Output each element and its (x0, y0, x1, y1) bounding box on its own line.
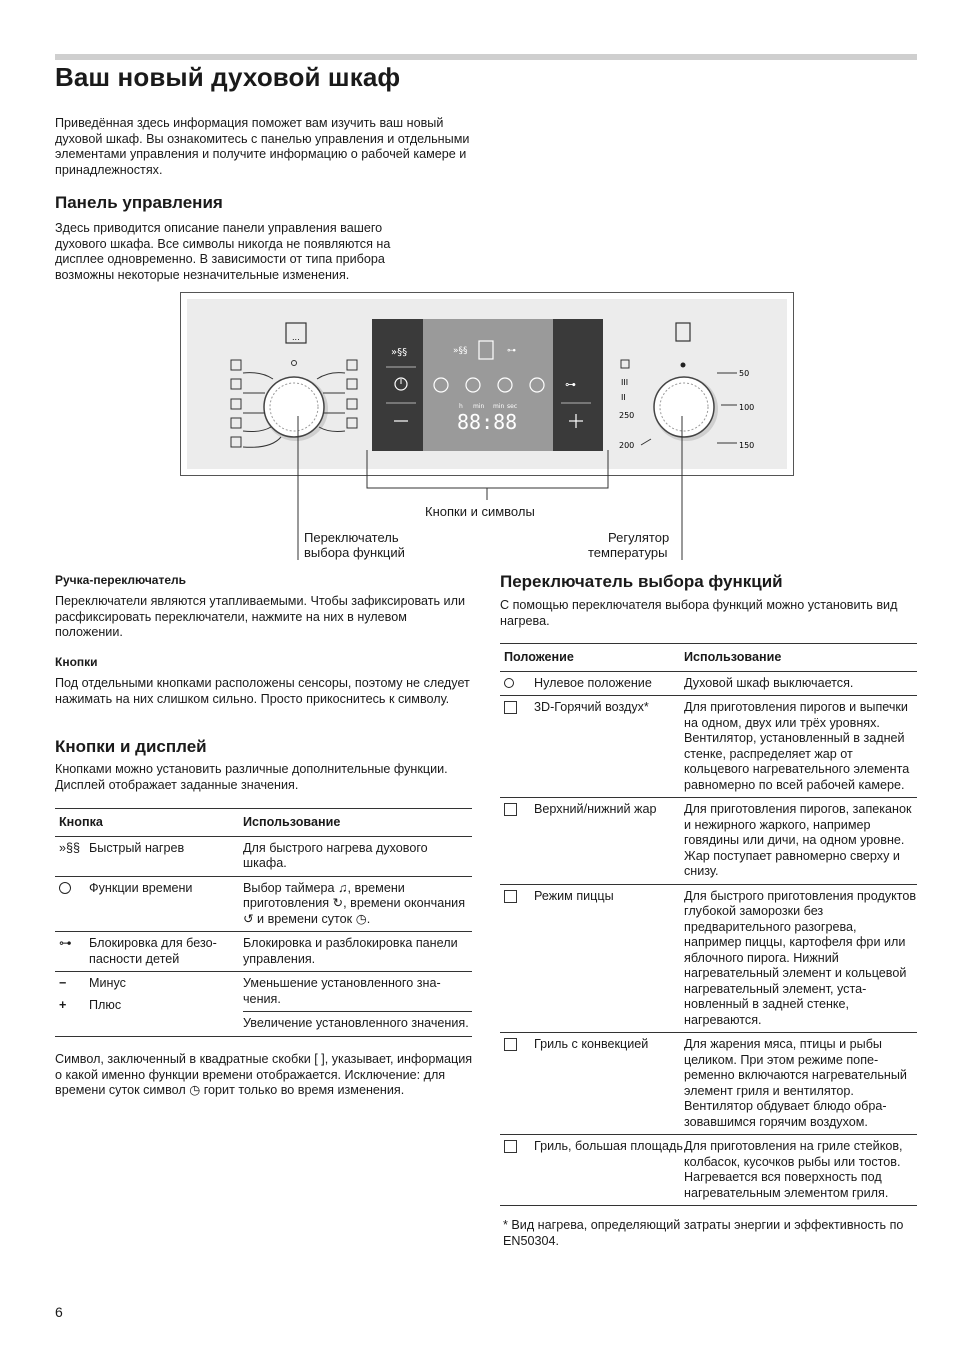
table-row: Режим пиццы Для быстрого приготовления продуктов глубокой заморозки без предварительного разогрева, например пиццы, картофеля фри или яблочного пирога. Нижний нагревательный элемент и кольцевой нагревательный элемент, установленный в задней стенке, нагреваются. (500, 884, 917, 1033)
grill-fan-icon (504, 1038, 517, 1051)
bell-icon: ♫ (338, 880, 348, 895)
svg-text:min: min (493, 403, 505, 410)
grill-large-icon (504, 1140, 517, 1153)
footnote: * Вид нагрева, определяющий затраты энергии и эффективность по EN50304. (503, 1218, 904, 1248)
function-text: С помощью переключателя выбора функций можно установить вид нагрева. (500, 598, 898, 628)
minus-icon: − (59, 976, 67, 990)
page-number: 6 (55, 1304, 63, 1320)
svg-text:min: min (473, 403, 485, 410)
selector-label-1: Переключатель (304, 530, 399, 545)
table-row: Функции времени Выбор таймера ♫, времени приготовления ↻, времени окончания ↺ и времени суток ◷. (55, 876, 472, 932)
function-col-position: Положение (500, 644, 684, 672)
end-time-icon: ↺ (243, 911, 254, 926)
temp-label-2: температуры (588, 545, 668, 560)
clock-icon (59, 882, 71, 894)
svg-text:250: 250 (619, 411, 635, 420)
function-table (500, 643, 917, 1206)
display-digits: 88:88 (457, 410, 518, 434)
svg-text:...: ... (292, 333, 300, 342)
panel-heading: Панель управления (55, 193, 223, 212)
buttons-col-button: Кнопка (55, 809, 243, 837)
rapid-heat-icon: »§§ (55, 836, 89, 876)
display-note: Символ, заключенный в квадратные скобки [ ], указывает, информация о какой именно функции времени отображается. Исключение: для времени суток символ ◷ горит только во время изменения. (55, 1052, 473, 1098)
function-heading: Переключатель выбора функций (500, 572, 783, 591)
buttons-col-usage: Использование (243, 809, 472, 837)
svg-text:⊶: ⊶ (507, 346, 516, 356)
selector-label-2: выбора функций (304, 545, 405, 560)
clock-icon: ◷ (189, 1083, 201, 1098)
fan-icon (504, 701, 517, 714)
panel-text: Здесь приводится описание панели управления вашего духового шкафа. Все символы никогда не появляются на дисплее одновременно. В зависимости от типа прибора возможны некоторые незначительные изменения. (55, 221, 391, 282)
table-row: Нулевое положение Духовой шкаф выключается. (500, 671, 917, 696)
table-row: »§§ Быстрый нагрев Для быстрого нагрева духового шкафа. (55, 836, 472, 876)
intro-text: Приведённая здесь информация поможет вам изучить ваш новый духовой шкаф. Вы ознакомитесь с панелью управления и отдельными элементами управления и получите информацию о рабочей камере и принадлежностях. (55, 116, 470, 177)
display-heading: Кнопки и дисплей (55, 737, 207, 756)
top-bottom-heat-icon (504, 803, 517, 816)
buttons-heading: Кнопки (55, 655, 98, 669)
table-row: Гриль, большая площадь Для приготовления на гриле стейков, колбасок, кусочков рыбы или тостов. Нагревается вся поверхность под нагревательным элементом гриля. (500, 1135, 917, 1206)
lock-button: ⊶ (565, 378, 576, 391)
table-row: ⊶ Блокировка для безопасности детей Блокировка и разблокировка панели управления. (55, 932, 472, 972)
function-col-usage: Использование (684, 644, 917, 672)
svg-text:»§§: »§§ (453, 346, 468, 356)
knob-heading: Ручка-переключатель (55, 573, 187, 587)
knob-text: Переключатели являются утапливаемыми. Чтобы зафиксировать или расфиксировать переключатели, нажмите на них в нулевом положении. (55, 594, 465, 640)
buttons-text: Под отдельными кнопками расположены сенсоры, поэтому не следует нажимать на них слишком сильно. Просто прикоснитесь к символу. (55, 676, 470, 706)
svg-text:50: 50 (739, 369, 750, 378)
svg-text:II: II (621, 393, 626, 402)
svg-text:h: h (459, 403, 463, 410)
table-row: Верхний/нижний жар Для приготовления пирогов, запеканок и нежирного жаркого, например говядины или дичи, на одном уровне. Жар поступает равномерно сверху и снизу. (500, 798, 917, 885)
svg-text:200: 200 (619, 441, 635, 450)
cook-time-icon: ↻ (332, 896, 344, 910)
svg-text:100: 100 (739, 403, 755, 412)
table-row: 3D-Горячий воздух* Для приготовления пирогов и выпечки на одном, двух или трёх уровнях. Вентилятор, установленный в задней стенке, распределяет жар от кольцевого нагревательного элемента равномерно по всей рабочей камере. (500, 696, 917, 798)
svg-text:III: III (621, 378, 629, 387)
pizza-icon (504, 890, 517, 903)
key-icon: ⊶ (55, 932, 89, 972)
svg-text:150: 150 (739, 441, 755, 450)
display-text: Кнопками можно установить различные дополнительные функции. Дисплей отображает заданные значения. (55, 762, 448, 792)
temp-label-1: Регулятор (608, 530, 670, 545)
table-row: Гриль с конвекцией Для жарения мяса, птицы и рыбы целиком. При этом режиме попеременно включаются нагревательный элемент гриля и вентилятор. Вентилятор обдувает блюдо образовавшимся горячим воздухом. (500, 1033, 917, 1135)
clock-icon: ◷ (355, 911, 367, 926)
zero-position-icon (504, 678, 514, 688)
svg-text:sec: sec (507, 403, 518, 410)
buttons-symbols-label: Кнопки и символы (425, 504, 535, 519)
plus-icon: + (59, 997, 67, 1012)
table-row: − + Минус Плюс Уменьшение установленного значения. Увеличение установленного значения. (55, 972, 472, 1036)
buttons-table (55, 808, 472, 1037)
page-title: Ваш новый духовой шкаф (55, 62, 401, 92)
rapid-heat-button: »§§ (391, 347, 408, 358)
